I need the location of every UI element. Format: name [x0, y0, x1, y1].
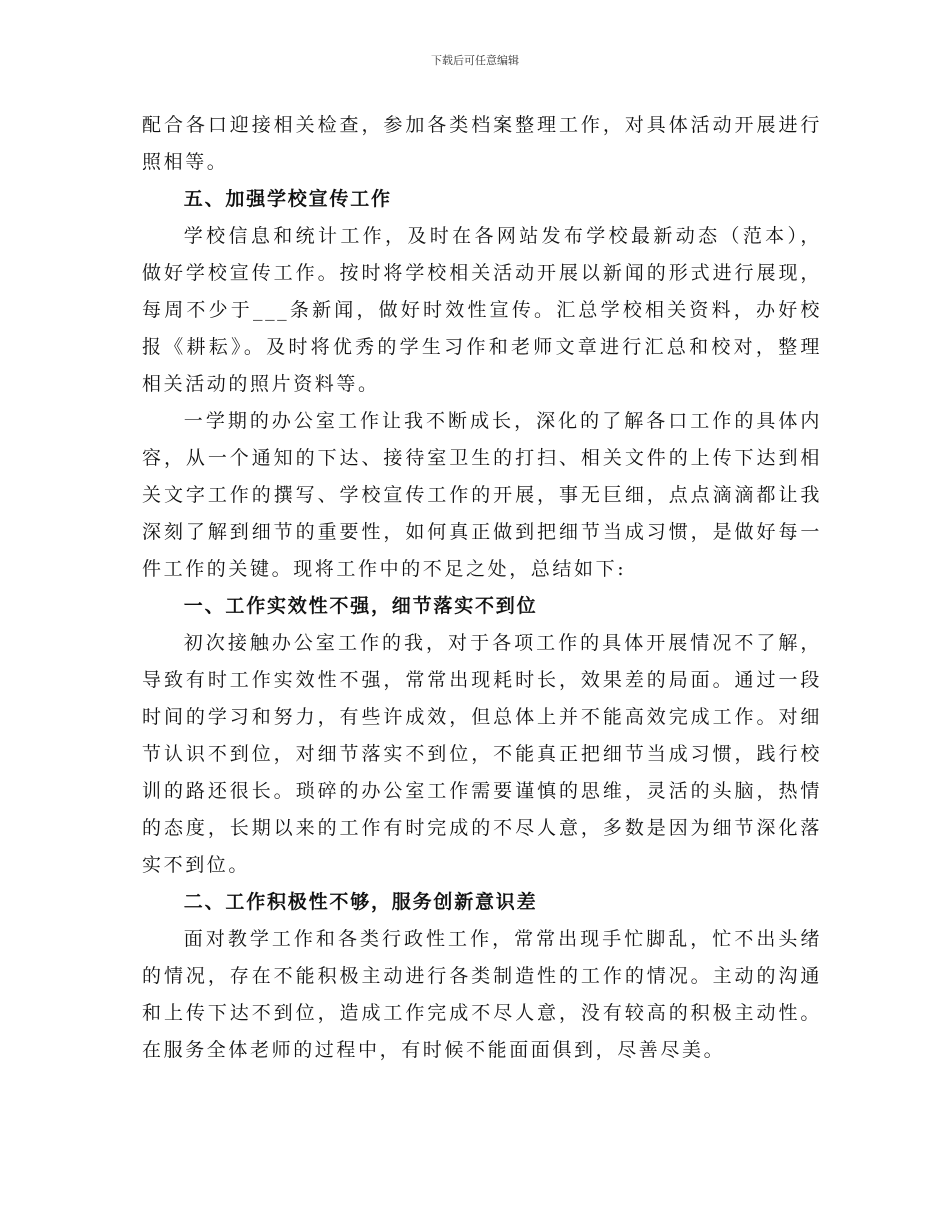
paragraph-summary: 一学期的办公室工作让我不断成长，深化的了解各口工作的具体内容，从一个通知的下达、接待室卫生的打扫、相关文件的上传下达到相关文字工作的撰写、学校宣传工作的开展，事无巨细，点点滴滴都让我深刻了解到细节的重要性，如何真正做到把细节当成习惯，是做好每一件工作的关键。现将工作中的不足之处，总结如下: [142, 410, 822, 580]
paragraph-initiative: 面对教学工作和各类行政性工作，常常出现手忙脚乱，忙不出头绪的情况，存在不能积极主动进行各类制造性的工作的情况。主动的沟通和上传下达不到位，造成工作完成不尽人意，没有较高的积极主动性。在服务全体老师的过程中，有时候不能面面俱到，尽善尽美。 [142, 928, 822, 1061]
page-header-note: 下载后可任意编辑 [431, 54, 519, 67]
paragraph-effectiveness: 初次接触办公室工作的我，对于各项工作的具体开展情况不了解，导致有时工作实效性不强，常常出现耗时长，效果差的局面。通过一段时间的学习和努力，有些许成效，但总体上并不能高效完成工作。对细节认识不到位，对细节落实不到位，不能真正把细节当成习惯，践行校训的路还很长。琐碎的办公室工作需要谨慎的思维，灵活的头脑，热情的态度，长期以来的工作有时完成的不尽人意，多数是因为细节深化落实不到位。 [142, 632, 822, 876]
section-heading-5: 五、加强学校宣传工作 [183, 188, 392, 210]
document-body [142, 107, 822, 1069]
section-heading-2: 二、工作积极性不够，服务创新意识差 [183, 891, 538, 913]
paragraph-continuation: 配合各口迎接相关检查，参加各类档案整理工作，对具体活动开展进行照相等。 [142, 114, 822, 173]
section-heading-1: 一、工作实效性不强，细节落实不到位 [183, 595, 538, 617]
paragraph-publicity: 学校信息和统计工作，及时在各网站发布学校最新动态（范本），做好学校宣传工作。按时将学校相关活动开展以新闻的形式进行展现，每周不少于___条新闻，做好时效性宣传。汇总学校相关资料，办好校报《耕耘》。及时将优秀的学生习作和老师文章进行汇总和校对，整理相关活动的照片资料等。 [142, 225, 822, 395]
